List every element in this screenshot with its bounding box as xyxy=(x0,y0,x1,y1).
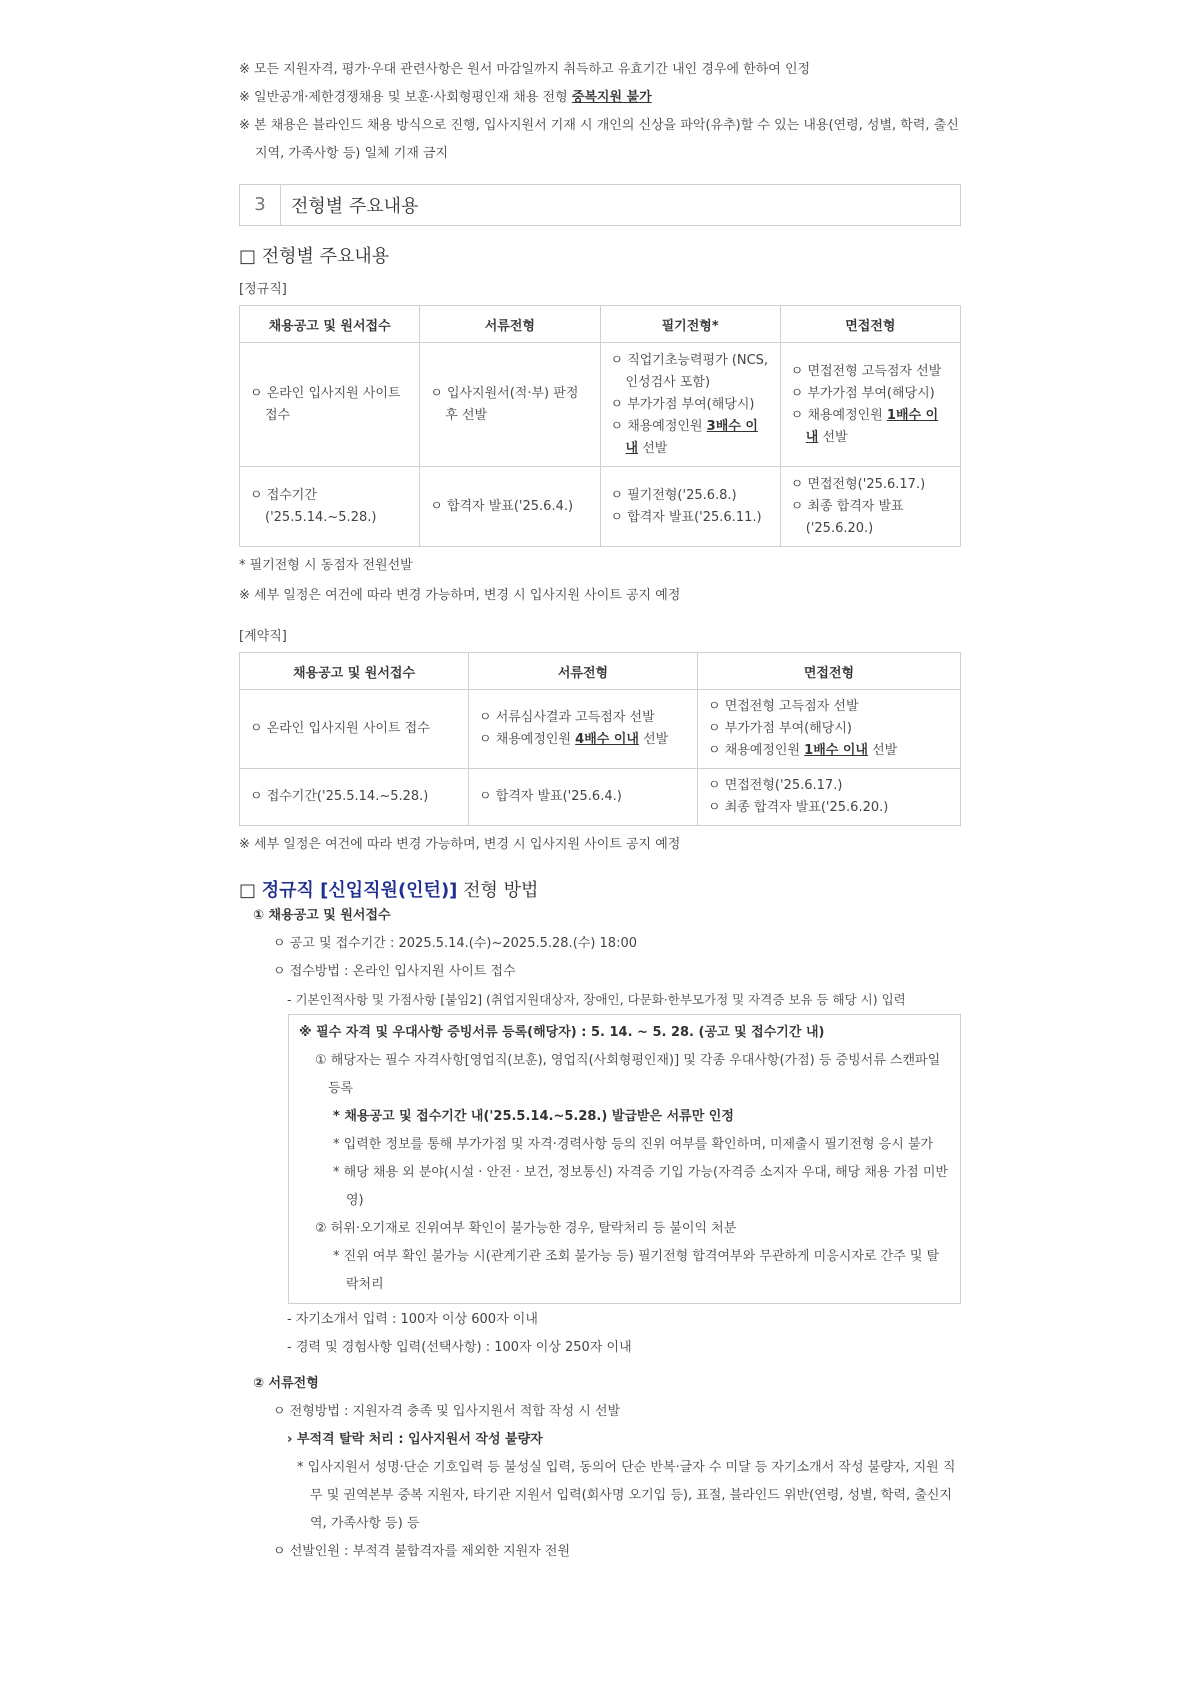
step2-fail: › 부적격 탈락 처리 : 입사지원서 작성 불량자 xyxy=(287,1432,543,1447)
contract-cell: ㅇ 온라인 입사지원 사이트 접수 xyxy=(240,690,469,769)
regular-cell: ㅇ 직업기초능력평가 (NCS, 인성검사 포함) ㅇ 부가가점 부여(해당시) ㅇ 채용예정인원 3배수 이내 선발 xyxy=(600,343,780,467)
contract-header: 서류전형 xyxy=(469,653,698,690)
regular-header: 필기전형* xyxy=(600,306,780,343)
regular-cell: ㅇ 필기전형('25.6.8.) ㅇ 합격자 발표('25.6.11.) xyxy=(600,467,780,547)
step2-fail-detail: * 입사지원서 성명·단순 기호입력 등 불성실 입력, 동의어 단순 반복·글자 수 미달 등 자기소개서 작성 불량자, 지원 직무 및 권역본부 중복 지원자, 타기관 지원서 입력(회사명 오기입 등), 표절, 블라인드 위반(연령, 성별, 학력, 출신지역, 가족사항 등) 등 xyxy=(297,1460,956,1531)
method-heading: □ 정규직 [신입직원(인턴)] 전형 방법 xyxy=(239,880,539,901)
section-header xyxy=(239,184,961,226)
note-blind: ※ 본 채용은 블라인드 채용 방식으로 진행, 입사지원서 기재 시 개인의 신상을 파악(유추)할 수 있는 내용(연령, 성별, 학력, 출신지역, 가족사항 등) 일체 기재 금지 xyxy=(239,118,959,161)
regular-cell: ㅇ 온라인 입사지원 사이트 접수 xyxy=(240,343,420,467)
contract-cell: ㅇ 서류심사결과 고득점자 선발 ㅇ 채용예정인원 4배수 이내 선발 xyxy=(469,690,698,769)
contract-label: [계약직] xyxy=(239,629,287,644)
contract-cell: ㅇ 접수기간('25.5.14.~5.28.) xyxy=(240,769,469,826)
step2-method: ㅇ 전형방법 : 지원자격 충족 및 입사지원서 적합 작성 시 선발 xyxy=(273,1404,621,1419)
evidence-item-2: ② 허위·오기재로 진위여부 확인이 불가능한 경우, 탈락처리 등 불이익 처분 xyxy=(315,1221,737,1236)
regular-cell: ㅇ 접수기간 ('25.5.14.~5.28.) xyxy=(240,467,420,547)
section-number: 3 xyxy=(240,185,281,225)
step1-method: ㅇ 접수방법 : 온라인 입사지원 사이트 접수 xyxy=(273,964,516,979)
evidence-item-1c: * 해당 채용 외 분야(시설 · 안전 · 보건, 정보통신) 자격증 기입 가능(자격증 소지자 우대, 해당 채용 가점 미반영) xyxy=(333,1165,948,1208)
contract-footnote: ※ 세부 일정은 여건에 따라 변경 가능하며, 변경 시 입사지원 사이트 공지 예정 xyxy=(239,837,681,852)
regular-cell: ㅇ 합격자 발표('25.6.4.) xyxy=(420,467,600,547)
contract-cell: ㅇ 면접전형('25.6.17.) ㅇ 최종 합격자 발표('25.6.20.) xyxy=(698,769,961,826)
evidence-box xyxy=(288,1014,961,1304)
step2-select: ㅇ 선발인원 : 부적격 불합격자를 제외한 지원자 전원 xyxy=(273,1544,571,1559)
note-duplicate: ※ 일반공개·제한경쟁채용 및 보훈·사회형평인재 채용 전형 중복지원 불가 xyxy=(239,90,652,105)
contract-header: 면접전형 xyxy=(698,653,961,690)
step1-title: ① 채용공고 및 원서접수 xyxy=(253,908,391,923)
step2-title: ② 서류전형 xyxy=(253,1376,319,1391)
evidence-item-1: ① 해당자는 필수 자격사항[영업직(보훈), 영업직(사회형평인재)] 및 각종 우대사항(가점) 등 증빙서류 스캔파일 등록 xyxy=(315,1053,941,1096)
contract-table xyxy=(239,652,961,826)
evidence-item-2a: * 진위 여부 확인 불가능 시(관계기관 조회 불가능 등) 필기전형 합격여부와 무관하게 미응시자로 간주 및 탈락처리 xyxy=(333,1249,940,1292)
duplicate-emphasis: 중복지원 불가 xyxy=(571,90,652,105)
regular-label: [정규직] xyxy=(239,282,287,297)
note-qualification: ※ 모든 지원자격, 평가·우대 관련사항은 원서 마감일까지 취득하고 유효기간 내인 경우에 한하여 인정 xyxy=(239,62,811,77)
contract-cell: ㅇ 면접전형 고득점자 선발 ㅇ 부가가점 부여(해당시) ㅇ 채용예정인원 1배수 이내 선발 xyxy=(698,690,961,769)
regular-header: 채용공고 및 원서접수 xyxy=(240,306,420,343)
document-page xyxy=(239,56,961,1566)
regular-cell: ㅇ 입사지원서(적·부) 판정 후 선발 xyxy=(420,343,600,467)
contract-header: 채용공고 및 원서접수 xyxy=(240,653,469,690)
evidence-item-1a: * 채용공고 및 접수기간 내('25.5.14.~5.28.) 발급받은 서류만 인정 xyxy=(333,1109,734,1124)
regular-header: 서류전형 xyxy=(420,306,600,343)
section-title: 전형별 주요내용 xyxy=(291,196,419,217)
regular-header: 면접전형 xyxy=(780,306,960,343)
regular-footnote-tie: * 필기전형 시 동점자 전원선발 xyxy=(239,558,413,573)
step1-intro: - 자기소개서 입력 : 100자 이상 600자 이내 xyxy=(287,1312,538,1327)
evidence-box-title: ※ 필수 자격 및 우대사항 증빙서류 등록(해당자) : 5. 14. ~ 5. 28. (공고 및 접수기간 내) xyxy=(299,1025,825,1040)
contract-cell: ㅇ 합격자 발표('25.6.4.) xyxy=(469,769,698,826)
regular-footnote-schedule: ※ 세부 일정은 여건에 따라 변경 가능하며, 변경 시 입사지원 사이트 공지 예정 xyxy=(239,588,681,603)
regular-cell: ㅇ 면접전형('25.6.17.) ㅇ 최종 합격자 발표 ('25.6.20.) xyxy=(780,467,960,547)
evidence-item-1b: * 입력한 정보를 통해 부가가점 및 자격·경력사항 등의 진위 여부를 확인하며, 미제출시 필기전형 응시 불가 xyxy=(333,1137,934,1152)
step1-period: ㅇ 공고 및 접수기간 : 2025.5.14.(수)~2025.5.28.(수) 18:00 xyxy=(273,936,637,951)
regular-table xyxy=(239,305,961,547)
step1-career: - 경력 및 경험사항 입력(선택사항) : 100자 이상 250자 이내 xyxy=(287,1340,632,1355)
regular-cell: ㅇ 면접전형 고득점자 선발 ㅇ 부가가점 부여(해당시) ㅇ 채용예정인원 1배수 이내 선발 xyxy=(780,343,960,467)
step1-basic: - 기본인적사항 및 가점사항 [붙임2] (취업지원대상자, 장애인, 다문화·한부모가정 및 자격증 보유 등 해당 시) 입력 xyxy=(287,992,906,1007)
subheading: □ 전형별 주요내용 xyxy=(239,246,390,267)
